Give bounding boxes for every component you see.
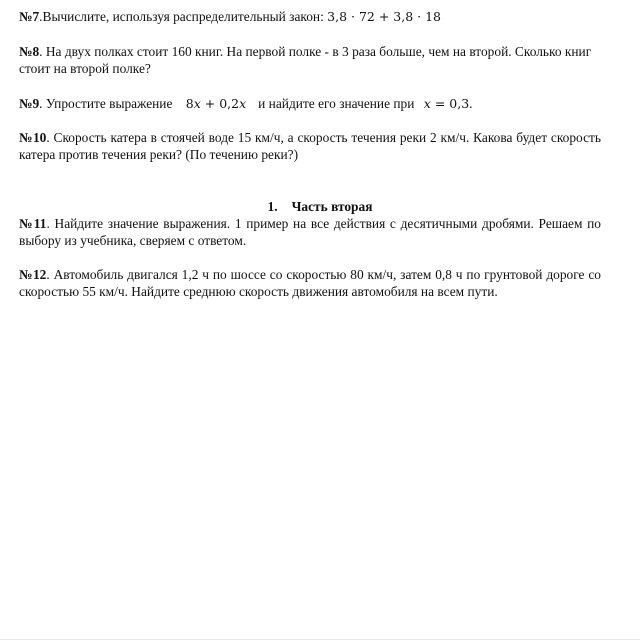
problem-11: №11. Найдите значение выражения. 1 пример на все действия с десятичными дробями. Решаем по выбору из учебника, сверяем с ответом. <box>19 216 602 248</box>
problem-8: №8. На двух полках стоит 160 книг. На первой полке - в 3 раза больше, чем на второй. Сколько книг стоит на второй полке? <box>19 44 592 76</box>
problem-9: №9. Упростите выражение 8x + 0,2x и найдите его значение при x = 0,3. <box>19 96 473 111</box>
math-expression: 8x + 0,2x <box>185 96 247 111</box>
math-condition: x = 0,3 <box>423 96 470 111</box>
problem-text: Вычислите, используя распределительный закон: <box>42 9 328 24</box>
problem-text: Скорость катера в стоячей воде 15 км/ч, а скорость течения реки 2 км/ч. Какова будет скорость катера против течения реки? (По течению реки?) <box>19 130 601 162</box>
section-number: 1. <box>267 199 278 214</box>
problem-number: №9 <box>19 96 40 111</box>
problem-number: №7 <box>19 9 40 24</box>
problem-12: №12. Автомобиль двигался 1,2 ч по шоссе со скоростью 80 км/ч, затем 0,8 ч по грунтовой дороге со скоростью 55 км/ч. Найдите среднюю скорость движения автомобиля на всем пути. <box>19 267 601 299</box>
problem-text: Автомобиль двигался 1,2 ч по шоссе со скоростью 80 км/ч, затем 0,8 ч по грунтовой дороге со скоростью 55 км/ч. Найдите среднюю скорость движения автомобиля на всем пути. <box>19 267 601 299</box>
problem-10: №10. Скорость катера в стоячей воде 15 км/ч, а скорость течения реки 2 км/ч. Какова будет скорость катера против течения реки? (По течению реки?) <box>19 130 601 162</box>
problem-7: №7.Вычислите, используя распределительный закон: 3,8 · 72 + 3,8 · 18 <box>19 9 441 24</box>
problem-text: Найдите значение выражения. 1 пример на все действия с десятичными дробями. Решаем по выбору из учебника, сверяем с ответом. <box>19 216 602 248</box>
section-heading <box>0 198 640 215</box>
problem-number: №11 <box>19 216 47 231</box>
section-title: Часть вторая <box>291 199 373 214</box>
math-expression: 3,8 · 72 + 3,8 · 18 <box>327 9 441 24</box>
problem-text: и найдите его значение при <box>258 96 415 111</box>
problem-text: Упростите выражение <box>45 96 173 111</box>
problem-text: На двух полках стоит 160 книг. На первой полке - в 3 раза больше, чем на второй. Сколько книг стоит на второй полке? <box>19 44 592 76</box>
problem-number: №10 <box>19 130 47 145</box>
problem-number: №12 <box>19 267 47 282</box>
problem-number: №8 <box>19 44 40 59</box>
